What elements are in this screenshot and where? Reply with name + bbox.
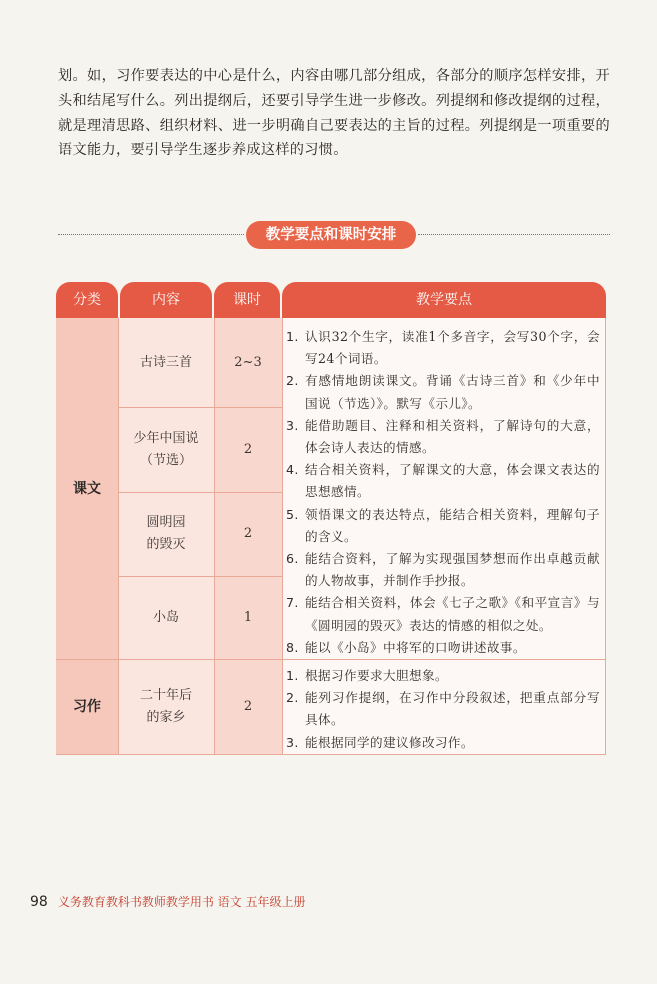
key-point-item: 8. 能以《小岛》中将军的口吻讲述故事。 bbox=[286, 639, 526, 655]
header-key-points: 教学要点 bbox=[282, 282, 606, 318]
intro-text: 划。如，习作要表达的中心是什么，内容由哪几部分组成，各部分的顺序怎样安排，开头和结尾写什么。列出提纲后，还要引导学生进一步修改。列提纲和修改提纲的过程，就是理清思路、组织材料、进一步明确自己要表达的主旨的过程。列提纲是一项重要的语文能力，要引导学生逐步养成这样的习惯。 bbox=[58, 68, 610, 159]
content-cell: 圆明园 的毁灭 bbox=[146, 515, 186, 552]
key-point-item: 3. 能根据同学的建议修改习作。 bbox=[286, 734, 474, 750]
hours-cell: 2~3 bbox=[234, 354, 262, 370]
header-hours: 课时 bbox=[214, 282, 280, 318]
page-number: 98 bbox=[30, 894, 48, 910]
header-category: 分类 bbox=[56, 282, 118, 318]
key-point-item: 6. 能结合资料，了解为实现强国梦想而作出卓越贡献的人物故事，并制作手抄报。 bbox=[286, 551, 600, 589]
content-cell: 少年中国说 （节选） bbox=[133, 430, 199, 468]
content-cell: 二十年后 的家乡 bbox=[139, 687, 192, 725]
table-divider bbox=[605, 318, 606, 755]
category-cell: 习作 bbox=[73, 698, 101, 715]
key-points-list bbox=[286, 665, 600, 754]
table-divider bbox=[282, 318, 283, 755]
hours-cell: 1 bbox=[243, 609, 253, 625]
section-heading-row bbox=[58, 220, 610, 250]
intro-paragraph bbox=[58, 64, 610, 163]
book-title: 义务教育教科书教师教学用书 语文 五年级上册 bbox=[57, 895, 306, 909]
hours-cell: 2 bbox=[243, 526, 253, 541]
page-footer bbox=[30, 893, 305, 911]
category-cell: 课文 bbox=[73, 480, 101, 497]
dotted-rule-right bbox=[418, 234, 610, 235]
dotted-rule-left bbox=[58, 234, 244, 235]
table-divider bbox=[56, 754, 606, 755]
content-cell: 古诗三首 bbox=[139, 354, 192, 370]
hours-cell: 2 bbox=[243, 698, 253, 714]
header-content: 内容 bbox=[120, 282, 212, 318]
key-point-item: 1. 认识32个生字，读准1个多音字，会写30个字，会写24个词语。 bbox=[286, 329, 600, 367]
content-cell: 小岛 bbox=[152, 609, 179, 625]
hours-cell: 2 bbox=[243, 441, 253, 457]
section-title: 教学要点和课时安排 bbox=[246, 221, 416, 249]
key-point-item: 4. 结合相关资料，了解课文的大意，体会课文表达的思想感情。 bbox=[286, 462, 600, 500]
key-point-item: 2. 有感情地朗读课文。背诵《古诗三首》和《少年中国说（节选）》。默写《示儿》。 bbox=[286, 373, 600, 411]
key-points-list bbox=[286, 326, 600, 659]
key-point-item: 7. 能结合相关资料，体会《七子之歌》《和平宣言》与《圆明园的毁灭》表达的情感的相似之处。 bbox=[286, 595, 600, 633]
key-point-item: 1. 根据习作要求大胆想象。 bbox=[286, 668, 448, 683]
key-point-item: 2. 能列习作提纲，在习作中分段叙述，把重点部分写具体。 bbox=[286, 690, 600, 728]
key-point-item: 3. 能借助题目、注释和相关资料，了解诗句的大意，体会诗人表达的情感。 bbox=[286, 417, 600, 456]
key-point-item: 5. 领悟课文的表达特点，能结合相关资料，理解句子的含义。 bbox=[286, 506, 600, 544]
teaching-plan-table bbox=[56, 282, 606, 755]
